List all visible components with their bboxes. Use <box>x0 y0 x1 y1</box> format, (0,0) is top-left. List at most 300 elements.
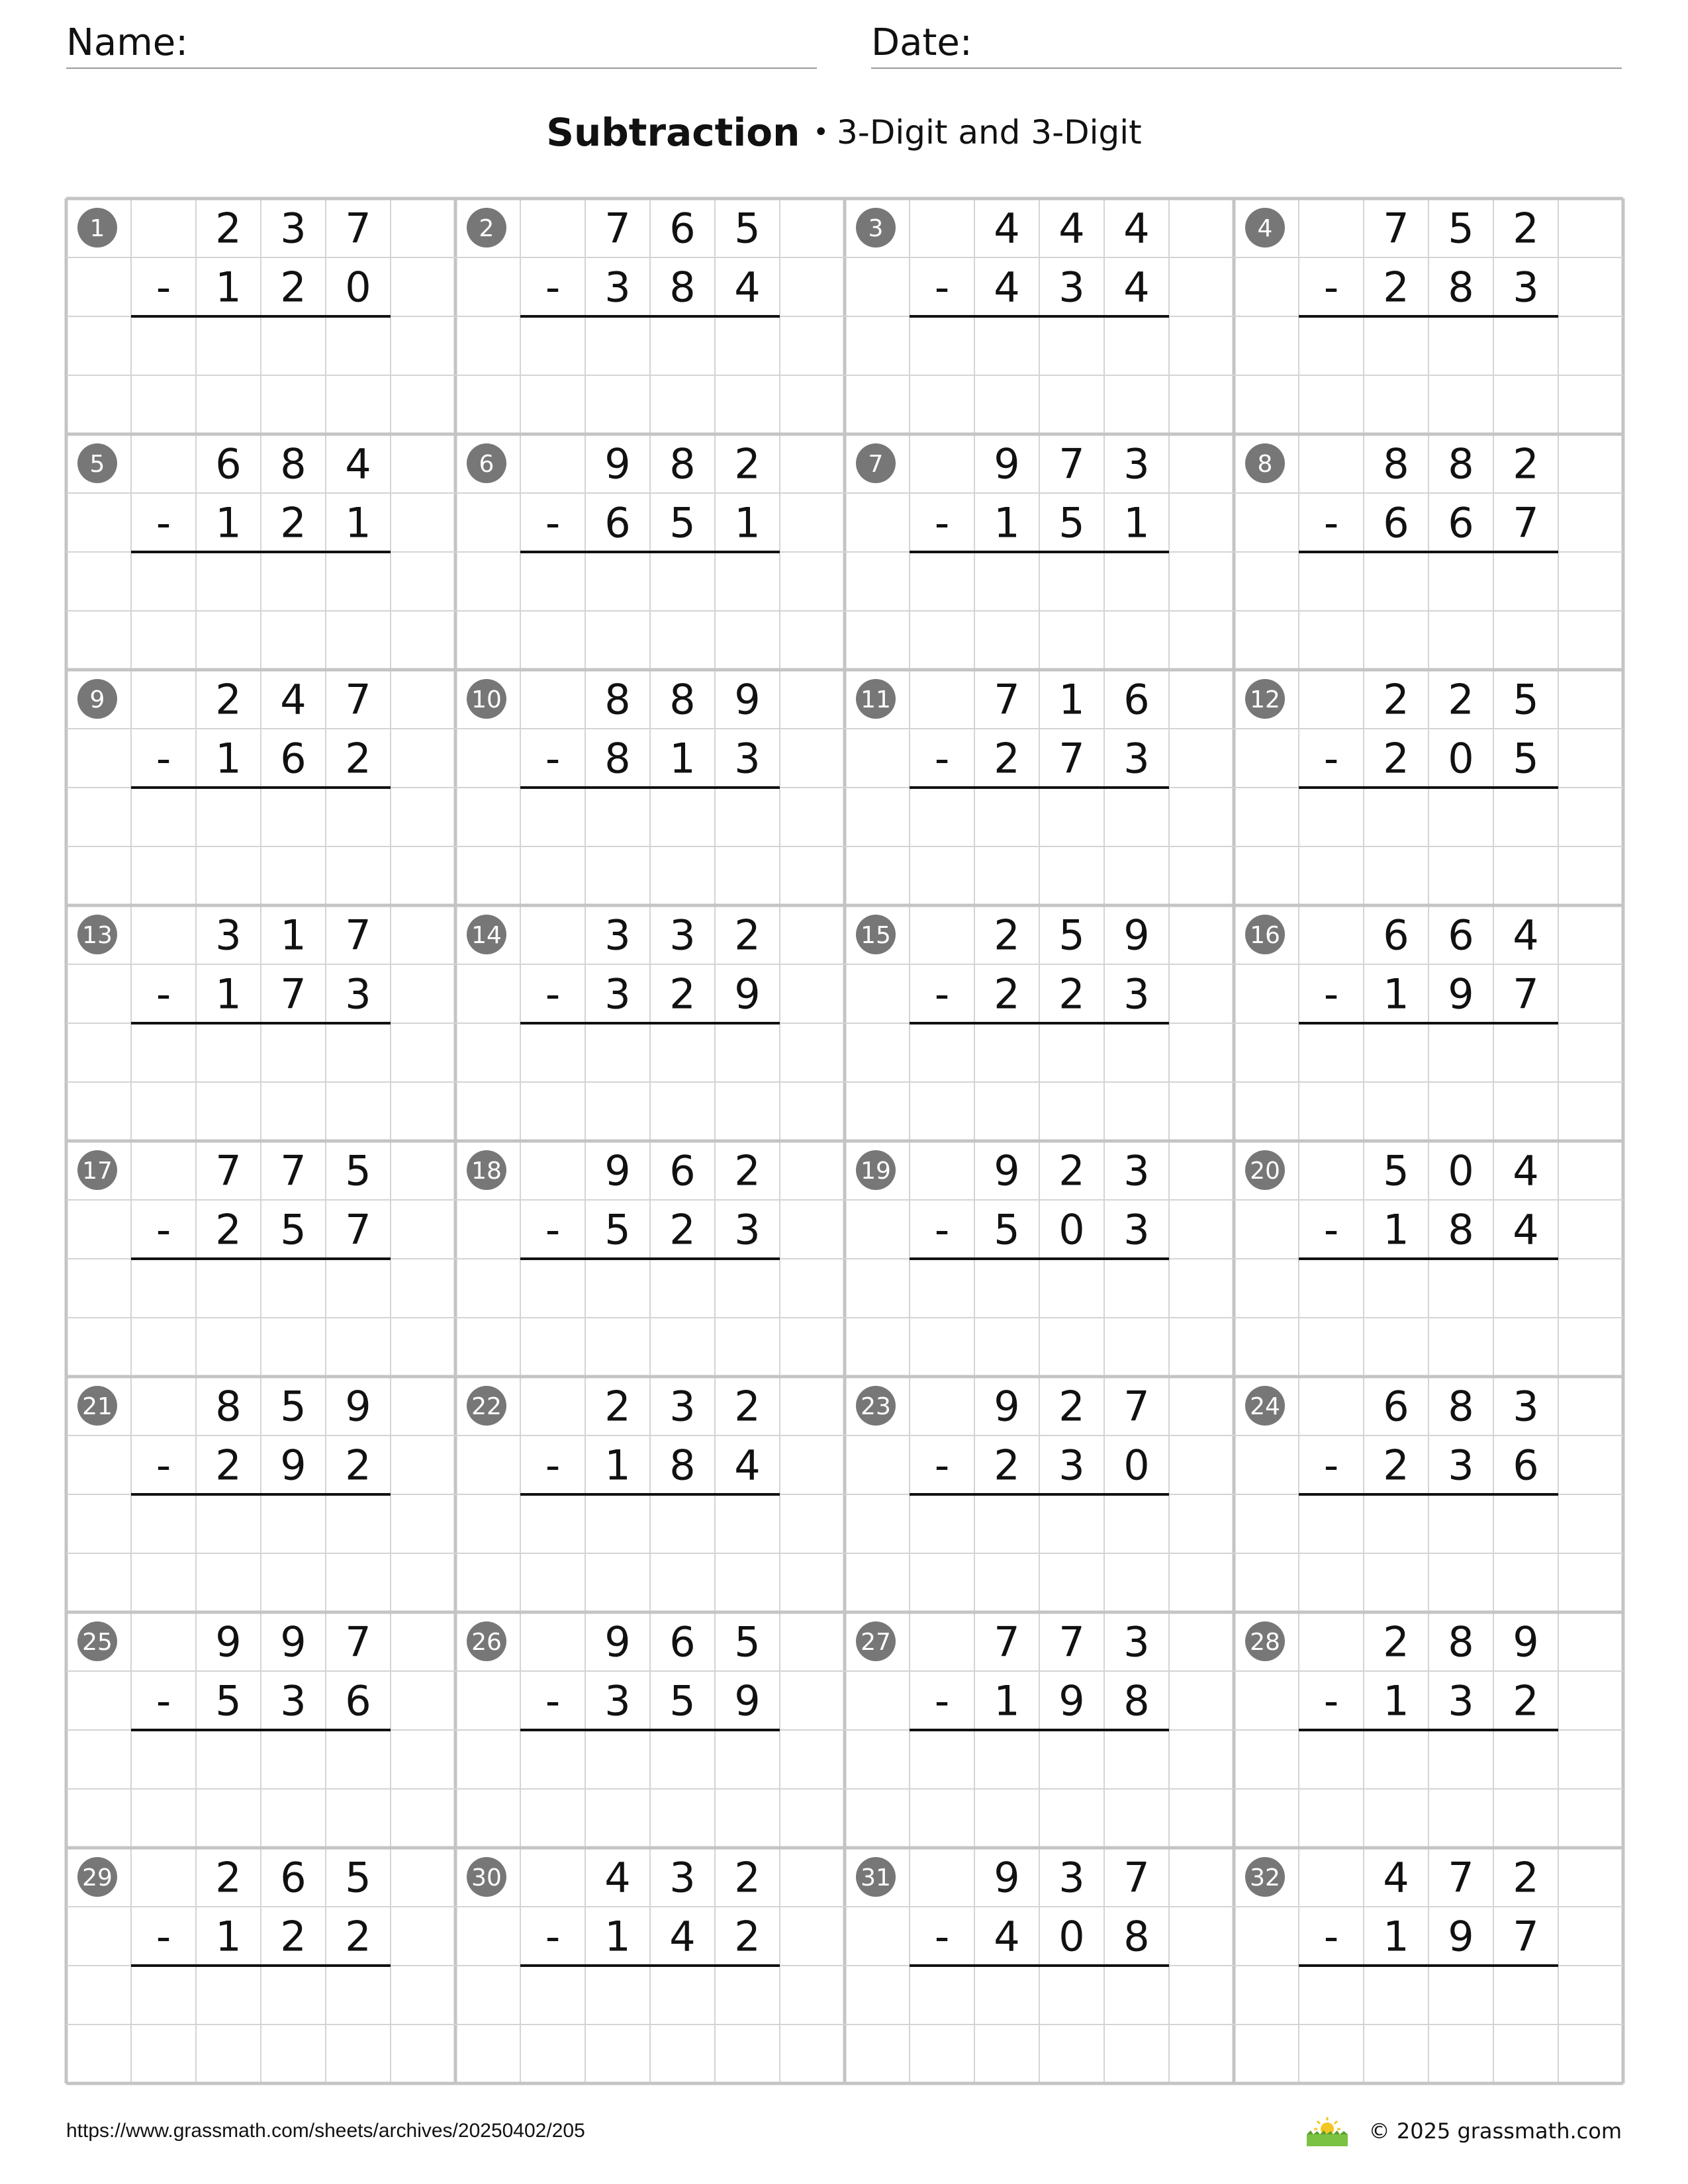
subtrahend-digit: 9 <box>734 970 761 1019</box>
minus-sign: - <box>156 734 171 783</box>
answer-cell[interactable] <box>262 554 324 610</box>
answer-cell[interactable] <box>1105 1025 1168 1081</box>
answer-cell[interactable] <box>911 1025 973 1081</box>
answer-cell[interactable] <box>716 1025 778 1081</box>
answer-cell[interactable] <box>197 1496 259 1552</box>
subtrahend-digit: 0 <box>1448 734 1474 783</box>
answer-cell[interactable] <box>327 1025 389 1081</box>
answer-cell[interactable] <box>716 1968 778 2023</box>
answer-cell[interactable] <box>262 1025 324 1081</box>
subtrahend-digit: 3 <box>1448 1441 1474 1490</box>
answer-cell[interactable] <box>1365 554 1427 610</box>
problem-number: 14 <box>471 922 502 949</box>
answer-cell[interactable] <box>1300 790 1362 845</box>
subtrahend-digit: 3 <box>1058 263 1085 312</box>
answer-cell[interactable] <box>262 1968 324 2023</box>
minuend-digit: 4 <box>1513 1146 1539 1195</box>
answer-cell[interactable] <box>1495 1732 1557 1788</box>
subtrahend-digit: 1 <box>215 498 242 547</box>
minus-sign: - <box>1323 1205 1339 1254</box>
subtrahend-digit: 8 <box>1123 1912 1150 1961</box>
problem-number: 2 <box>479 215 494 242</box>
problem-8 <box>1245 440 1558 610</box>
subtrahend-digit: 8 <box>1448 263 1474 312</box>
minus-sign: - <box>934 1676 950 1725</box>
minus-sign: - <box>1323 970 1339 1019</box>
minuend-digit: 7 <box>1383 204 1409 253</box>
answer-cell[interactable] <box>911 1496 973 1552</box>
minuend-digit: 3 <box>1513 1382 1539 1431</box>
answer-cell[interactable] <box>132 1261 195 1316</box>
answer-cell[interactable] <box>716 1732 778 1788</box>
subtrahend-digit: 3 <box>345 970 371 1019</box>
answer-cell[interactable] <box>976 1025 1038 1081</box>
answer-cell[interactable] <box>651 1968 714 2023</box>
subtrahend-digit: 0 <box>1058 1912 1085 1961</box>
answer-cell[interactable] <box>1300 554 1362 610</box>
answer-cell[interactable] <box>327 1968 389 2023</box>
answer-cell[interactable] <box>1365 1261 1427 1316</box>
subtrahend-digit: 2 <box>669 970 696 1019</box>
title-subtitle: 3-Digit and 3-Digit <box>836 113 1142 152</box>
minuend-digit: 5 <box>280 1382 306 1431</box>
minuend-digit: 8 <box>1448 439 1474 488</box>
minuend-digit: 5 <box>345 1853 371 1902</box>
minuend-digit: 6 <box>215 439 242 488</box>
answer-cell[interactable] <box>586 318 649 374</box>
answer-cell[interactable] <box>1495 318 1557 374</box>
answer-cell[interactable] <box>976 1496 1038 1552</box>
minuend-digit: 5 <box>1448 204 1474 253</box>
answer-cell[interactable] <box>197 318 259 374</box>
answer-cell[interactable] <box>327 554 389 610</box>
answer-cell[interactable] <box>586 1261 649 1316</box>
answer-cell[interactable] <box>197 1025 259 1081</box>
answer-cell[interactable] <box>716 318 778 374</box>
answer-cell[interactable] <box>976 790 1038 845</box>
subtrahend-digit: 1 <box>604 1441 631 1490</box>
subtrahend-digit: 5 <box>280 1205 306 1254</box>
minuend-digit: 2 <box>1513 204 1539 253</box>
answer-cell[interactable] <box>1495 1261 1557 1316</box>
minuend-digit: 5 <box>1383 1146 1409 1195</box>
minus-sign: - <box>156 970 171 1019</box>
answer-cell[interactable] <box>651 318 714 374</box>
subtrahend-digit: 8 <box>604 734 631 783</box>
minuend-digit: 2 <box>1513 1853 1539 1902</box>
subtrahend-digit: 2 <box>345 734 371 783</box>
minuend-digit: 1 <box>1058 675 1085 724</box>
answer-cell[interactable] <box>197 1261 259 1316</box>
subtrahend-digit: 1 <box>1383 1205 1409 1254</box>
answer-cell[interactable] <box>1365 318 1427 374</box>
subtrahend-digit: 4 <box>994 1912 1020 1961</box>
answer-cell[interactable] <box>1430 1025 1492 1081</box>
subtrahend-digit: 3 <box>734 1205 761 1254</box>
answer-cell[interactable] <box>651 554 714 610</box>
subtrahend-digit: 7 <box>280 970 306 1019</box>
subtrahend-digit: 1 <box>604 1912 631 1961</box>
answer-cell[interactable] <box>586 1968 649 2023</box>
answer-cell[interactable] <box>197 1732 259 1788</box>
problem-number: 29 <box>82 1864 113 1891</box>
answer-cell[interactable] <box>522 1025 584 1081</box>
subtrahend-digit: 6 <box>1448 498 1474 547</box>
minuend-digit: 9 <box>994 1146 1020 1195</box>
answer-cell[interactable] <box>911 1261 973 1316</box>
minuend-digit: 6 <box>669 204 696 253</box>
subtrahend-digit: 1 <box>669 734 696 783</box>
answer-cell[interactable] <box>327 1261 389 1316</box>
answer-cell[interactable] <box>1430 790 1492 845</box>
minuend-digit: 4 <box>1513 911 1539 960</box>
grass-sun-icon <box>1304 2115 1350 2148</box>
minuend-digit: 2 <box>1448 675 1474 724</box>
answer-cell[interactable] <box>1041 1025 1103 1081</box>
minus-sign: - <box>156 1205 171 1254</box>
minuend-digit: 3 <box>215 911 242 960</box>
answer-cell[interactable] <box>1105 1968 1168 2023</box>
minuend-digit: 2 <box>604 1382 631 1431</box>
subtrahend-digit: 1 <box>215 734 242 783</box>
problem-5 <box>77 440 391 610</box>
subtrahend-digit: 2 <box>280 263 306 312</box>
answer-cell[interactable] <box>911 1732 973 1788</box>
problem-26 <box>467 1618 780 1788</box>
minuend-digit: 2 <box>734 439 761 488</box>
answer-cell[interactable] <box>262 318 324 374</box>
answer-cell[interactable] <box>522 1968 584 2023</box>
answer-cell[interactable] <box>651 790 714 845</box>
subtrahend-digit: 8 <box>669 1441 696 1490</box>
problem-21 <box>77 1383 391 1553</box>
problem-20 <box>1245 1147 1558 1317</box>
answer-cell[interactable] <box>1041 318 1103 374</box>
answer-cell[interactable] <box>1041 790 1103 845</box>
problem-number: 15 <box>861 922 891 949</box>
subtrahend-digit: 4 <box>1123 263 1150 312</box>
problem-3 <box>856 205 1169 375</box>
answer-cell[interactable] <box>1365 1968 1427 2023</box>
problem-14 <box>467 911 780 1081</box>
minus-sign: - <box>1323 498 1339 547</box>
answer-cell[interactable] <box>1300 1025 1362 1081</box>
subtrahend-digit: 9 <box>1448 970 1474 1019</box>
answer-cell[interactable] <box>1041 554 1103 610</box>
minus-sign: - <box>156 1441 171 1490</box>
answer-cell[interactable] <box>1105 1496 1168 1552</box>
minuend-digit: 2 <box>215 675 242 724</box>
subtrahend-digit: 2 <box>345 1441 371 1490</box>
problem-22 <box>467 1383 780 1553</box>
answer-cell[interactable] <box>1365 1732 1427 1788</box>
answer-cell[interactable] <box>262 1496 324 1552</box>
answer-cell[interactable] <box>586 554 649 610</box>
problem-number: 22 <box>471 1393 502 1420</box>
subtrahend-digit: 2 <box>1383 1441 1409 1490</box>
subtrahend-digit: 3 <box>1123 970 1150 1019</box>
subtrahend-digit: 6 <box>345 1676 371 1725</box>
subtrahend-digit: 3 <box>734 734 761 783</box>
minuend-digit: 1 <box>280 911 306 960</box>
subtrahend-digit: 6 <box>280 734 306 783</box>
answer-cell[interactable] <box>1300 318 1362 374</box>
answer-cell[interactable] <box>1365 1496 1427 1552</box>
answer-cell[interactable] <box>132 1968 195 2023</box>
problem-number: 24 <box>1250 1393 1280 1420</box>
answer-cell[interactable] <box>1495 554 1557 610</box>
problem-16 <box>1245 911 1558 1081</box>
subtrahend-digit: 5 <box>669 1676 696 1725</box>
subtrahend-digit: 2 <box>215 1205 242 1254</box>
answer-cell[interactable] <box>1495 1025 1557 1081</box>
problem-number: 23 <box>861 1393 891 1420</box>
minus-sign: - <box>1323 1912 1339 1961</box>
subtrahend-digit: 5 <box>1513 734 1539 783</box>
answer-cell[interactable] <box>1041 1261 1103 1316</box>
minuend-digit: 3 <box>1058 1853 1085 1902</box>
answer-cell[interactable] <box>197 1968 259 2023</box>
answer-cell[interactable] <box>1430 1732 1492 1788</box>
answer-cell[interactable] <box>1365 1025 1427 1081</box>
answer-cell[interactable] <box>1300 1496 1362 1552</box>
subtrahend-digit: 2 <box>280 498 306 547</box>
answer-cell[interactable] <box>716 554 778 610</box>
minus-sign: - <box>545 970 561 1019</box>
subtrahend-digit: 4 <box>1513 1205 1539 1254</box>
minuend-digit: 9 <box>994 1853 1020 1902</box>
answer-cell[interactable] <box>132 1496 195 1552</box>
subtrahend-digit: 1 <box>215 1912 242 1961</box>
minuend-digit: 9 <box>604 1146 631 1195</box>
answer-cell[interactable] <box>197 790 259 845</box>
subtrahend-digit: 4 <box>669 1912 696 1961</box>
answer-cell[interactable] <box>262 1732 324 1788</box>
minus-sign: - <box>934 1205 950 1254</box>
answer-cell[interactable] <box>262 790 324 845</box>
answer-cell[interactable] <box>327 1496 389 1552</box>
answer-cell[interactable] <box>327 790 389 845</box>
problem-number: 9 <box>89 686 105 713</box>
subtrahend-digit: 0 <box>1058 1205 1085 1254</box>
problem-number: 10 <box>471 686 502 713</box>
answer-cell[interactable] <box>522 1732 584 1788</box>
answer-cell[interactable] <box>651 1496 714 1552</box>
minuend-digit: 4 <box>604 1853 631 1902</box>
answer-cell[interactable] <box>132 1732 195 1788</box>
answer-cell[interactable] <box>651 1732 714 1788</box>
answer-cell[interactable] <box>1300 1261 1362 1316</box>
answer-cell[interactable] <box>651 1025 714 1081</box>
answer-cell[interactable] <box>1430 1968 1492 2023</box>
minuend-digit: 0 <box>1448 1146 1474 1195</box>
subtrahend-digit: 9 <box>1058 1676 1085 1725</box>
subtrahend-digit: 5 <box>994 1205 1020 1254</box>
minus-sign: - <box>934 970 950 1019</box>
minuend-digit: 9 <box>1123 911 1150 960</box>
answer-cell[interactable] <box>976 318 1038 374</box>
footer-brand <box>1304 2115 1622 2148</box>
problem-number: 26 <box>471 1629 502 1656</box>
problem-number: 25 <box>82 1629 113 1656</box>
minuend-digit: 2 <box>734 1146 761 1195</box>
minus-sign: - <box>545 1441 561 1490</box>
subtrahend-digit: 7 <box>1058 734 1085 783</box>
subtrahend-digit: 1 <box>994 498 1020 547</box>
answer-cell[interactable] <box>1495 1968 1557 2023</box>
minuend-digit: 9 <box>345 1382 371 1431</box>
subtrahend-digit: 2 <box>1383 263 1409 312</box>
subtrahend-digit: 3 <box>604 1676 631 1725</box>
answer-cell[interactable] <box>1365 790 1427 845</box>
answer-cell[interactable] <box>1105 318 1168 374</box>
minuend-digit: 9 <box>994 439 1020 488</box>
problem-7 <box>856 440 1169 610</box>
answer-cell[interactable] <box>716 1496 778 1552</box>
problem-31 <box>856 1854 1169 2024</box>
subtrahend-digit: 7 <box>1513 498 1539 547</box>
answer-cell[interactable] <box>911 1968 973 2023</box>
title-main: Subtraction <box>546 110 800 155</box>
answer-cell[interactable] <box>522 554 584 610</box>
minus-sign: - <box>1323 734 1339 783</box>
problem-13 <box>77 911 391 1081</box>
answer-cell[interactable] <box>1105 554 1168 610</box>
answer-cell[interactable] <box>522 790 584 845</box>
subtrahend-digit: 8 <box>1123 1676 1150 1725</box>
subtrahend-digit: 2 <box>669 1205 696 1254</box>
answer-cell[interactable] <box>522 1496 584 1552</box>
answer-cell[interactable] <box>586 1025 649 1081</box>
answer-cell[interactable] <box>586 1496 649 1552</box>
minuend-digit: 9 <box>604 1617 631 1666</box>
subtrahend-digit: 5 <box>604 1205 631 1254</box>
minus-sign: - <box>156 498 171 547</box>
minuend-digit: 2 <box>215 1853 242 1902</box>
answer-cell[interactable] <box>1430 318 1492 374</box>
problem-number: 20 <box>1250 1158 1280 1185</box>
subtrahend-digit: 3 <box>280 1676 306 1725</box>
minus-sign: - <box>545 263 561 312</box>
subtrahend-digit: 9 <box>1448 1912 1474 1961</box>
answer-cell[interactable] <box>1300 1732 1362 1788</box>
answer-cell[interactable] <box>1430 554 1492 610</box>
problem-32 <box>1245 1854 1558 2024</box>
minus-sign: - <box>934 1441 950 1490</box>
minuend-digit: 8 <box>669 675 696 724</box>
subtrahend-digit: 2 <box>1513 1676 1539 1725</box>
minuend-digit: 2 <box>734 1382 761 1431</box>
answer-cell[interactable] <box>1105 790 1168 845</box>
answer-cell[interactable] <box>1105 1732 1168 1788</box>
answer-cell[interactable] <box>651 1261 714 1316</box>
minus-sign: - <box>156 1912 171 1961</box>
minuend-digit: 4 <box>1058 204 1085 253</box>
subtrahend-digit: 1 <box>1383 1676 1409 1725</box>
answer-cell[interactable] <box>197 554 259 610</box>
answer-cell[interactable] <box>132 554 195 610</box>
answer-cell[interactable] <box>911 318 973 374</box>
date-label: Date: <box>871 21 972 64</box>
answer-cell[interactable] <box>1041 1968 1103 2023</box>
problem-number: 6 <box>479 451 494 478</box>
answer-cell[interactable] <box>911 790 973 845</box>
answer-cell[interactable] <box>586 790 649 845</box>
problem-number: 16 <box>1250 922 1280 949</box>
subtrahend-digit: 9 <box>734 1676 761 1725</box>
answer-cell[interactable] <box>1105 1261 1168 1316</box>
problem-number: 27 <box>861 1629 891 1656</box>
answer-cell[interactable] <box>716 1261 778 1316</box>
answer-cell[interactable] <box>1041 1732 1103 1788</box>
subtrahend-digit: 0 <box>1123 1441 1150 1490</box>
minus-sign: - <box>545 1912 561 1961</box>
problem-number: 1 <box>89 215 105 242</box>
answer-cell[interactable] <box>1430 1496 1492 1552</box>
answer-cell[interactable] <box>1495 1496 1557 1552</box>
problem-6 <box>467 440 780 610</box>
subtrahend-digit: 4 <box>994 263 1020 312</box>
minuend-digit: 4 <box>280 675 306 724</box>
problem-number: 18 <box>471 1158 502 1185</box>
subtrahend-digit: 2 <box>1383 734 1409 783</box>
problem-number: 13 <box>82 922 113 949</box>
minuend-digit: 7 <box>215 1146 242 1195</box>
subtrahend-digit: 1 <box>345 498 371 547</box>
answer-cell[interactable] <box>1495 790 1557 845</box>
minuend-digit: 3 <box>669 911 696 960</box>
subtrahend-digit: 1 <box>1123 498 1150 547</box>
problem-24 <box>1245 1383 1558 1553</box>
minuend-digit: 2 <box>1513 439 1539 488</box>
minuend-digit: 2 <box>1383 675 1409 724</box>
minuend-digit: 4 <box>1123 204 1150 253</box>
answer-cell[interactable] <box>132 318 195 374</box>
answer-cell[interactable] <box>976 1968 1038 2023</box>
answer-cell[interactable] <box>327 318 389 374</box>
answer-cell[interactable] <box>522 1261 584 1316</box>
answer-cell[interactable] <box>911 554 973 610</box>
minuend-digit: 5 <box>734 204 761 253</box>
subtrahend-digit: 3 <box>1123 1205 1150 1254</box>
minuend-digit: 6 <box>669 1146 696 1195</box>
answer-cell[interactable] <box>976 1732 1038 1788</box>
footer-url: https://www.grassmath.com/sheets/archives/20250402/205 <box>66 2120 585 2142</box>
minuend-digit: 7 <box>1123 1853 1150 1902</box>
answer-cell[interactable] <box>1430 1261 1492 1316</box>
answer-cell[interactable] <box>132 790 195 845</box>
answer-cell[interactable] <box>586 1732 649 1788</box>
minuend-digit: 3 <box>280 204 306 253</box>
subtrahend-digit: 5 <box>669 498 696 547</box>
answer-cell[interactable] <box>327 1732 389 1788</box>
answer-cell[interactable] <box>1041 1496 1103 1552</box>
answer-cell[interactable] <box>262 1261 324 1316</box>
subtrahend-digit: 1 <box>215 263 242 312</box>
subtrahend-digit: 5 <box>1058 498 1085 547</box>
problem-17 <box>77 1147 391 1317</box>
subtrahend-digit: 0 <box>345 263 371 312</box>
answer-cell[interactable] <box>976 1261 1038 1316</box>
answer-cell[interactable] <box>976 554 1038 610</box>
answer-cell[interactable] <box>522 318 584 374</box>
answer-cell[interactable] <box>132 1025 195 1081</box>
answer-cell[interactable] <box>1300 1968 1362 2023</box>
answer-cell[interactable] <box>716 790 778 845</box>
minuend-digit: 9 <box>1513 1617 1539 1666</box>
problem-30 <box>467 1854 780 2024</box>
minus-sign: - <box>545 498 561 547</box>
